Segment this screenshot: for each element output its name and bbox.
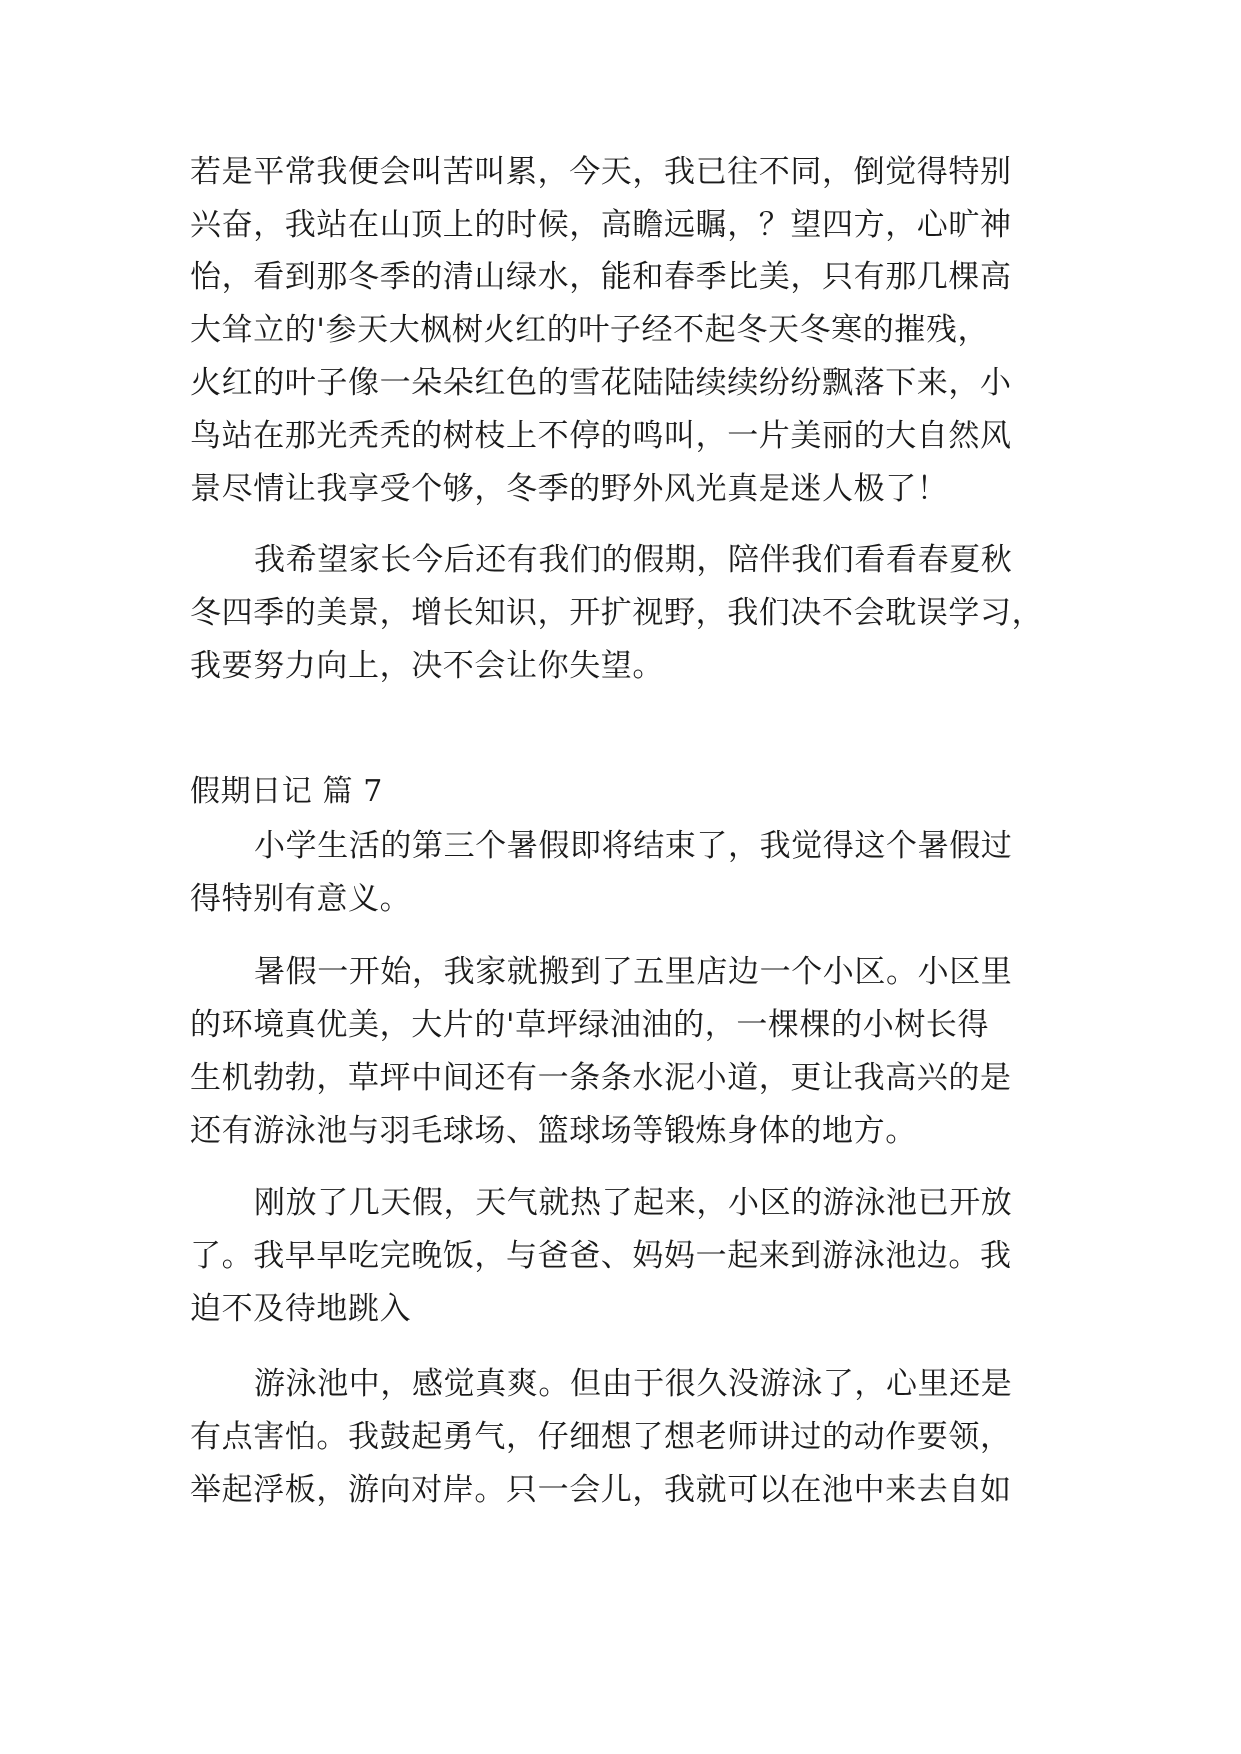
paragraph-line: 我要努力向上，决不会让你失望。	[190, 648, 664, 684]
section-heading: 假期日记 篇 7	[190, 774, 383, 809]
paragraph-line: 暑假一开始，我家就搬到了五里店边一个小区。小区里	[254, 954, 1013, 990]
paragraph-line: 游泳池中，感觉真爽。但由于很久没游泳了，心里还是	[254, 1366, 1013, 1402]
paragraph-line: 鸟站在那光秃秃的树枝上不停的鸣叫，一片美丽的大自然风	[190, 418, 1012, 454]
paragraph-line: 得特别有意义。	[190, 881, 412, 917]
paragraph-line: 大耸立的'参天大枫树火红的叶子经不起冬天冬寒的摧残，	[190, 312, 990, 348]
paragraph-line: 怡，看到那冬季的清山绿水，能和春季比美，只有那几棵高	[190, 259, 1012, 295]
paragraph-line: 有点害怕。我鼓起勇气，仔细想了想老师讲过的动作要领，	[190, 1419, 1012, 1455]
paragraph-line: 若是平常我便会叫苦叫累，今天，我已往不同，倒觉得特别	[190, 154, 1012, 190]
paragraph-line: 迫不及待地跳入	[190, 1291, 412, 1327]
paragraph-line: 我希望家长今后还有我们的假期，陪伴我们看看春夏秋	[254, 542, 1013, 578]
paragraph-line: 举起浮板，游向对岸。只一会儿，我就可以在池中来去自如	[190, 1472, 1012, 1508]
paragraph-line: 还有游泳池与羽毛球场、篮球场等锻炼身体的地方。	[190, 1113, 917, 1149]
paragraph-line: 冬四季的美景，增长知识，开扩视野，我们决不会耽误学习，	[190, 595, 1044, 631]
paragraph-line: 的环境真优美，大片的'草坪绿油油的，一棵棵的小树长得	[190, 1007, 990, 1043]
paragraph-line: 生机勃勃，草坪中间还有一条条水泥小道，更让我高兴的是	[190, 1060, 1012, 1096]
paragraph-line: 火红的叶子像一朵朵红色的雪花陆陆续续纷纷飘落下来，小	[190, 365, 1012, 401]
paragraph-line: 刚放了几天假，天气就热了起来，小区的游泳池已开放	[254, 1185, 1013, 1221]
paragraph-line: 兴奋，我站在山顶上的时候，高瞻远瞩，？望四方，心旷神	[190, 207, 1012, 243]
paragraph-line: 景尽情让我享受个够，冬季的野外风光真是迷人极了！	[190, 471, 949, 507]
paragraph-line: 了。我早早吃完晚饭，与爸爸、妈妈一起来到游泳池边。我	[190, 1238, 1012, 1274]
paragraph-line: 小学生活的第三个暑假即将结束了，我觉得这个暑假过	[254, 828, 1013, 864]
